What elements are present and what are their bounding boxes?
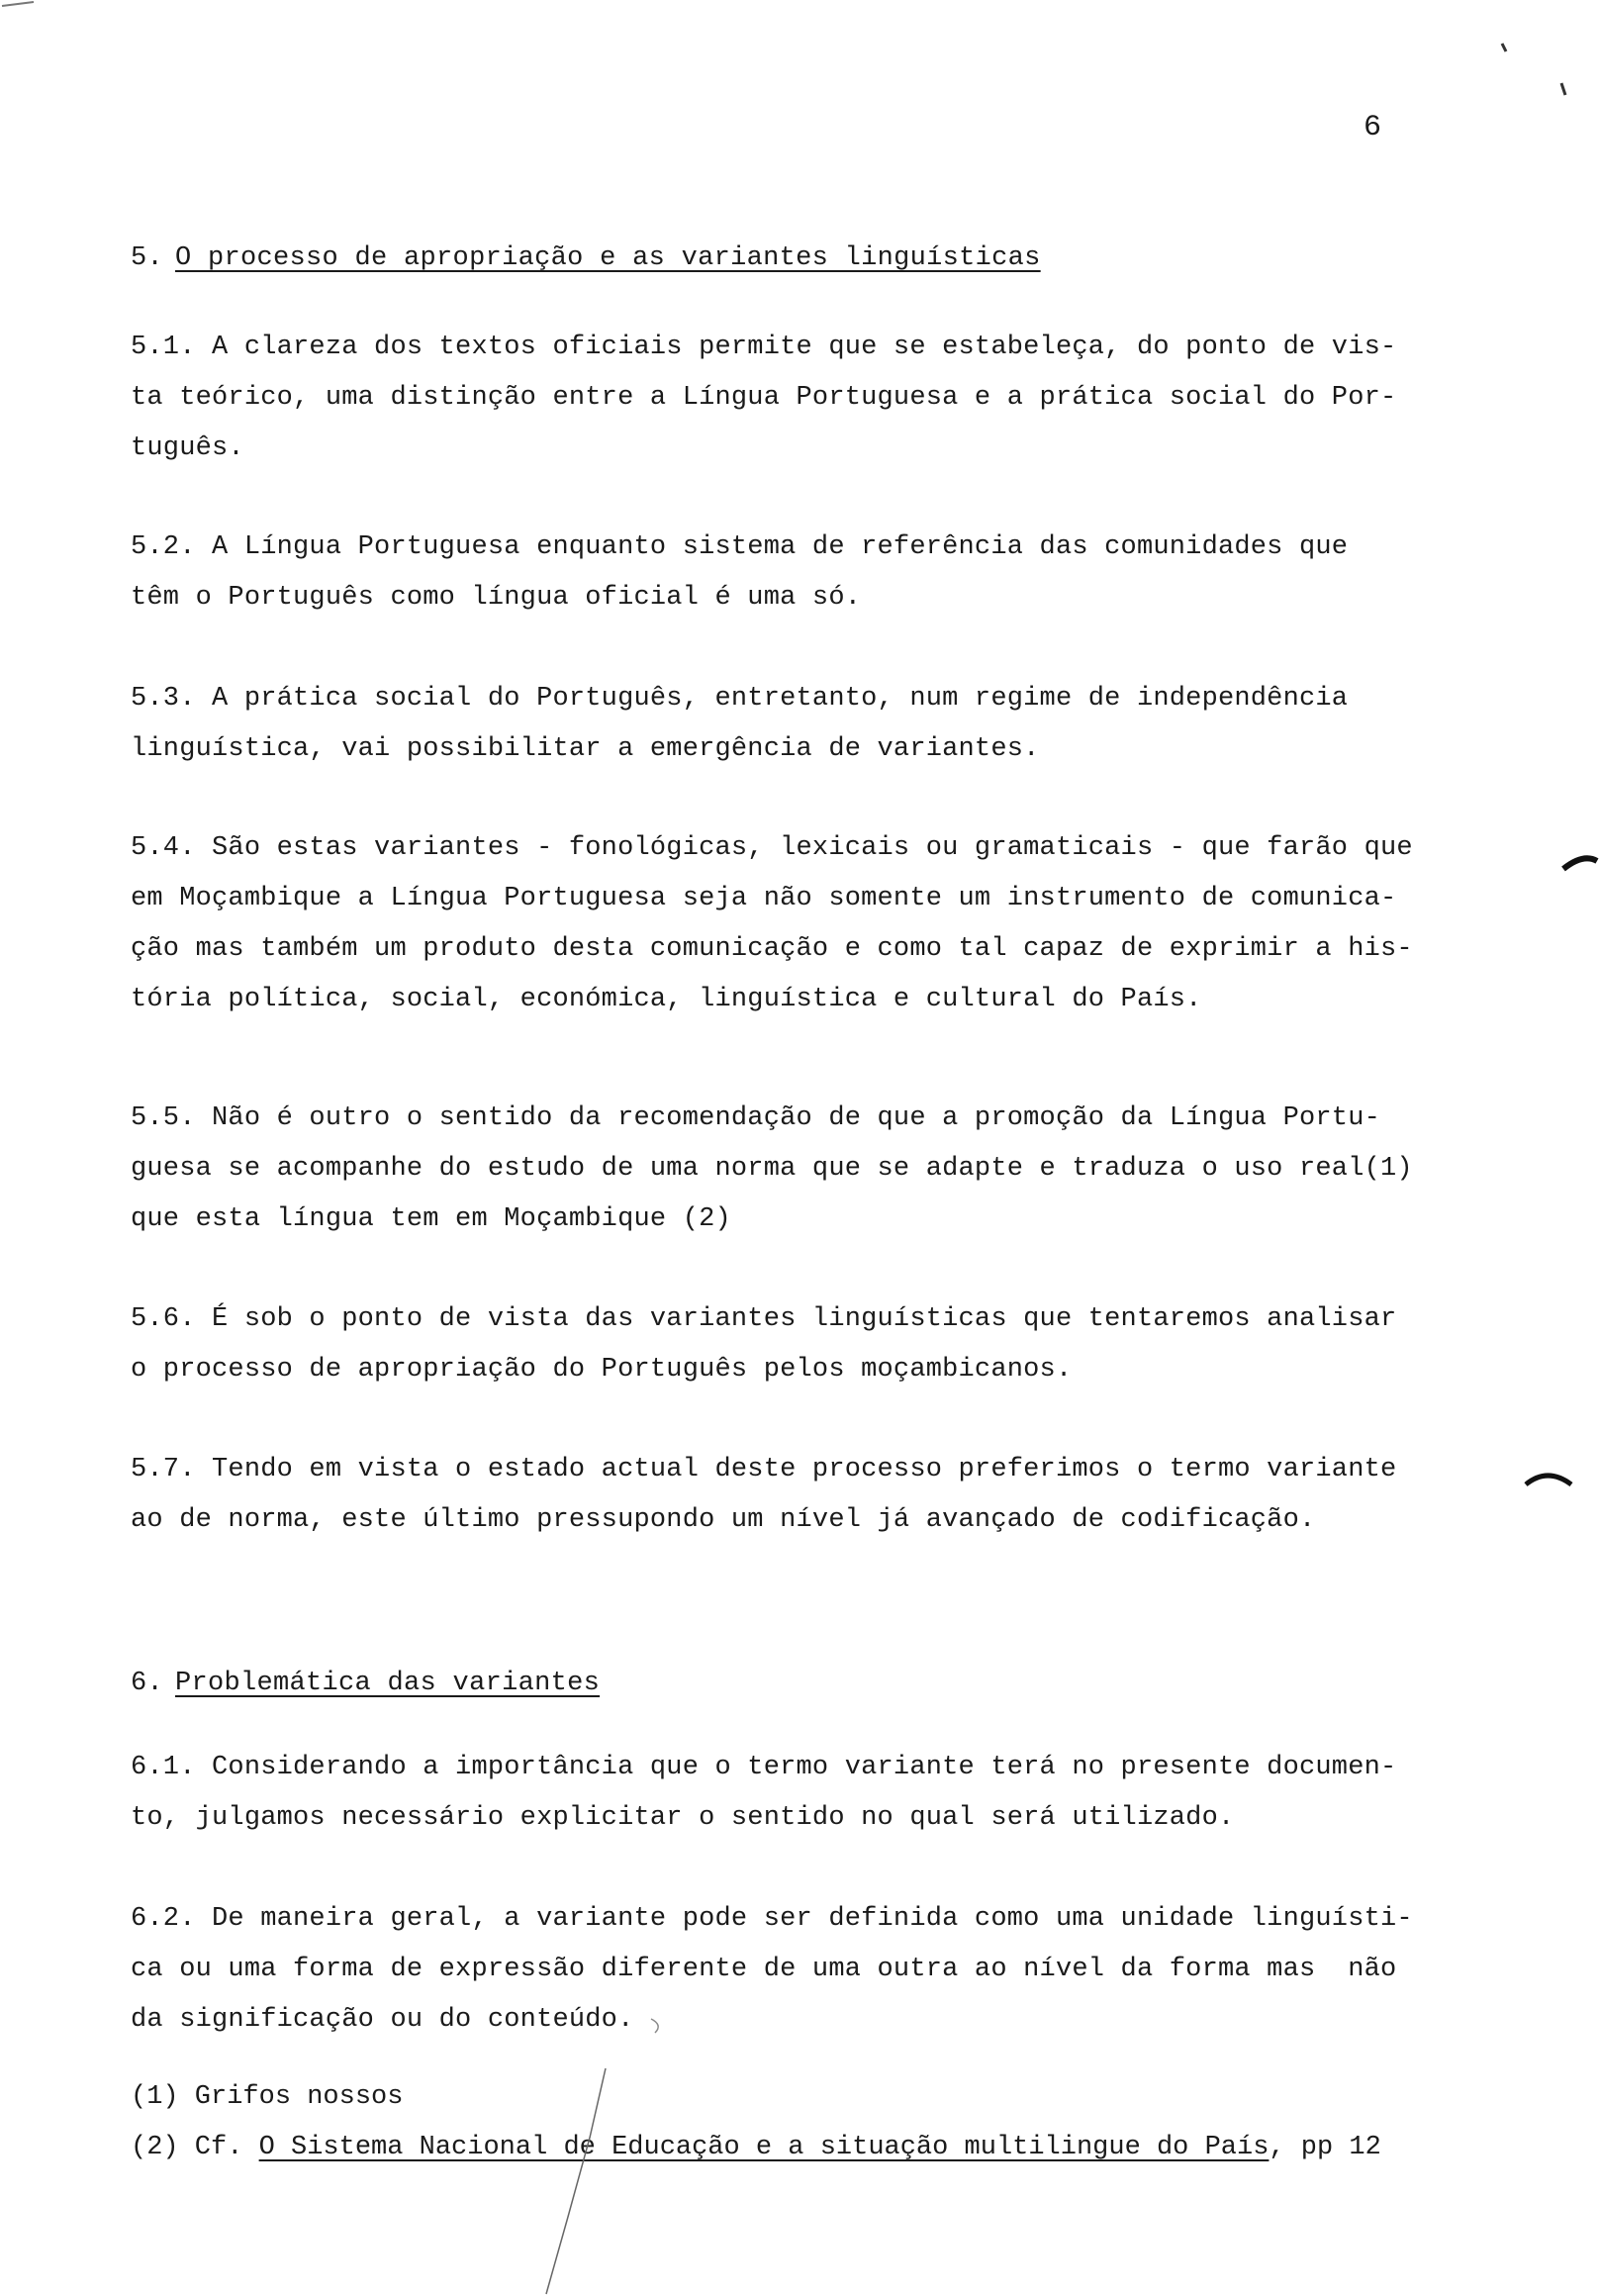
paragraph-line: ao de norma, este último pressupondo um nível já avançado de codificação. [131, 1505, 1316, 1535]
paragraph-line: 5.2. A Língua Portuguesa enquanto sistema de referência das comunidades que [131, 532, 1349, 562]
footnote-1: (1) Grifos nossos [131, 2082, 404, 2112]
footnote-2-suffix: , pp 12 [1269, 2133, 1381, 2162]
paragraph-line: 5.7. Tendo em vista o estado actual deste processo preferimos o termo variante [131, 1455, 1397, 1484]
paragraph-line: ção mas também um produto desta comunicação e como tal capaz de exprimir a his- [131, 934, 1413, 964]
section-5-number: 5. [131, 243, 164, 273]
paragraph-line: 5.3. A prática social do Português, entretanto, num regime de independência [131, 684, 1349, 714]
footnote-2-prefix: (2) Cf. [131, 2133, 259, 2162]
paragraph-line: linguística, vai possibilitar a emergência de variantes. [131, 734, 1040, 764]
paragraph-line: que esta língua tem em Moçambique (2) [131, 1204, 731, 1234]
section-6-title: Problemática das variantes [175, 1669, 601, 1698]
paragraph-line: tória política, social, económica, linguística e cultural do País. [131, 985, 1202, 1014]
paragraph-line: 5.5. Não é outro o sentido da recomendação de que a promoção da Língua Portu- [131, 1103, 1381, 1133]
paragraph-line: 5.6. É sob o ponto de vista das variantes linguísticas que tentaremos analisar [131, 1304, 1397, 1334]
section-6-number: 6. [131, 1669, 164, 1698]
paragraph-line: o processo de apropriação do Português pelos moçambicanos. [131, 1355, 1073, 1385]
paragraph-line: guesa se acompanhe do estudo de uma norma que se adapte e traduza o uso real(1) [131, 1154, 1413, 1184]
footnote-2-title: O Sistema Nacional de Educação e a situação multilingue do País [258, 2133, 1270, 2162]
paragraph-line: 6.2. De maneira geral, a variante pode ser definida como uma unidade linguísti- [131, 1904, 1413, 1934]
paragraph-line: da significação ou do conteúdo. [131, 2005, 634, 2035]
paragraph-line: 6.1. Considerando a importância que o termo variante terá no presente documen- [131, 1753, 1397, 1782]
paragraph-line: em Moçambique a Língua Portuguesa seja não somente um instrumento de comunica- [131, 884, 1397, 913]
paragraph-line: têm o Português como língua oficial é uma só. [131, 583, 862, 613]
paragraph-line: 5.1. A clareza dos textos oficiais permite que se estabeleça, do ponto de vis- [131, 333, 1397, 362]
section-5-title: O processo de apropriação e as variantes linguísticas [175, 243, 1041, 273]
paragraph-line: 5.4. São estas variantes - fonológicas, lexicais ou gramaticais - que farão que [131, 833, 1413, 863]
paragraph-line: tuguês. [131, 433, 244, 463]
paragraph-line: to, julgamos necessário explicitar o sentido no qual será utilizado. [131, 1803, 1235, 1833]
paragraph-line: ta teórico, uma distinção entre a Língua Portuguesa e a prática social do Por- [131, 383, 1397, 413]
paragraph-line: ca ou uma forma de expressão diferente de uma outra ao nível da forma mas não [131, 1955, 1397, 1984]
page-number: 6 [1364, 111, 1382, 144]
